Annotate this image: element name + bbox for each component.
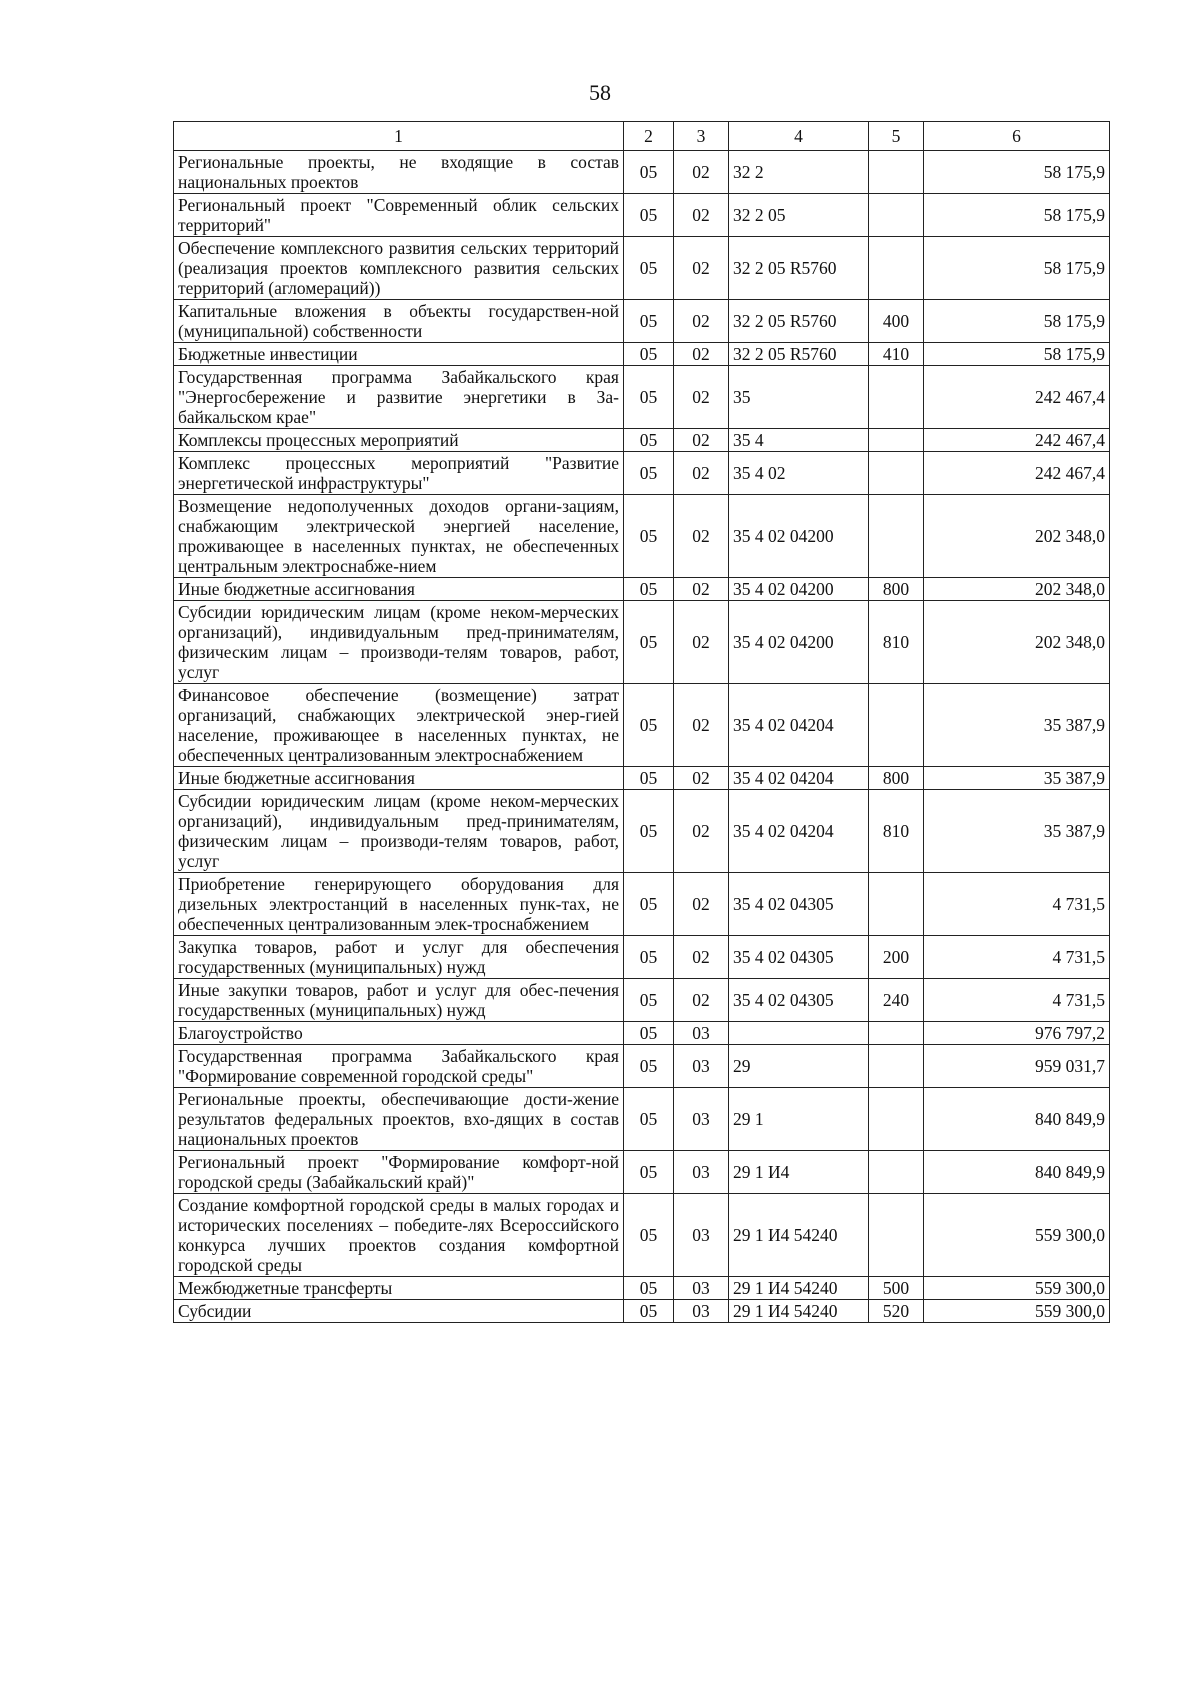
- amount: 35 387,9: [924, 767, 1110, 790]
- table-row: [174, 1088, 1110, 1151]
- section-code: 05: [624, 1194, 674, 1277]
- amount: 58 175,9: [924, 237, 1110, 300]
- row-name: Комплекс процессных мероприятий "Развитие энергетической инфраструктуры": [174, 452, 624, 495]
- expense-type-code: 800: [869, 578, 924, 601]
- target-article-code: 35 4 02 04204: [729, 684, 869, 767]
- table-row: [174, 1151, 1110, 1194]
- section-code: 05: [624, 979, 674, 1022]
- expense-type-code: [869, 429, 924, 452]
- target-article-code: 35: [729, 366, 869, 429]
- page-number: 58: [589, 80, 611, 105]
- column-header: 2: [624, 122, 674, 151]
- section-code: 05: [624, 194, 674, 237]
- subsection-code: 02: [674, 767, 729, 790]
- expense-type-code: [869, 452, 924, 495]
- section-code: 05: [624, 343, 674, 366]
- table-row: [174, 1194, 1110, 1277]
- target-article-code: 35 4 02 04305: [729, 936, 869, 979]
- subsection-code: 02: [674, 343, 729, 366]
- target-article-code: 35 4 02 04200: [729, 495, 869, 578]
- table-row: [174, 151, 1110, 194]
- section-code: 05: [624, 601, 674, 684]
- expense-type-code: [869, 237, 924, 300]
- amount: 58 175,9: [924, 343, 1110, 366]
- row-name: Субсидии: [174, 1300, 624, 1323]
- amount: 202 348,0: [924, 601, 1110, 684]
- subsection-code: 03: [674, 1151, 729, 1194]
- amount: 242 467,4: [924, 452, 1110, 495]
- expense-type-code: 400: [869, 300, 924, 343]
- table-row: [174, 979, 1110, 1022]
- amount: 35 387,9: [924, 684, 1110, 767]
- section-code: 05: [624, 1045, 674, 1088]
- subsection-code: 02: [674, 979, 729, 1022]
- expense-type-code: [869, 1088, 924, 1151]
- column-header: 6: [924, 122, 1110, 151]
- target-article-code: 29 1 И4 54240: [729, 1300, 869, 1323]
- section-code: 05: [624, 237, 674, 300]
- amount: 242 467,4: [924, 429, 1110, 452]
- row-name: Региональный проект "Формирование комфорт-ной городской среды (Забайкальский край)": [174, 1151, 624, 1194]
- amount: 840 849,9: [924, 1088, 1110, 1151]
- column-header: 5: [869, 122, 924, 151]
- amount: 35 387,9: [924, 790, 1110, 873]
- amount: 58 175,9: [924, 300, 1110, 343]
- row-name: Субсидии юридическим лицам (кроме неком-мерческих организаций), индивидуальным пред-принимателям, физическим лицам – производи-телям товаров, работ, услуг: [174, 790, 624, 873]
- target-article-code: [729, 1022, 869, 1045]
- expense-type-code: [869, 366, 924, 429]
- row-name: Создание комфортной городской среды в малых городах и исторических поселениях – победите-лях Всероссийского конкурса лучших проектов создания комфортной городской среды: [174, 1194, 624, 1277]
- amount: 559 300,0: [924, 1277, 1110, 1300]
- expense-type-code: 200: [869, 936, 924, 979]
- expense-type-code: [869, 684, 924, 767]
- subsection-code: 03: [674, 1022, 729, 1045]
- subsection-code: 02: [674, 151, 729, 194]
- amount: 202 348,0: [924, 495, 1110, 578]
- target-article-code: 29 1 И4 54240: [729, 1277, 869, 1300]
- subsection-code: 02: [674, 873, 729, 936]
- row-name: Благоустройство: [174, 1022, 624, 1045]
- amount: 559 300,0: [924, 1300, 1110, 1323]
- budget-table: [173, 121, 1110, 1323]
- target-article-code: 35 4 02 04200: [729, 601, 869, 684]
- amount: 58 175,9: [924, 151, 1110, 194]
- target-article-code: 32 2 05 R5760: [729, 300, 869, 343]
- row-name: Иные бюджетные ассигнования: [174, 578, 624, 601]
- subsection-code: 02: [674, 429, 729, 452]
- section-code: 05: [624, 578, 674, 601]
- row-name: Иные бюджетные ассигнования: [174, 767, 624, 790]
- table-row: [174, 767, 1110, 790]
- row-name: Региональный проект "Современный облик сельских территорий": [174, 194, 624, 237]
- row-name: Приобретение генерирующего оборудования для дизельных электростанций в населенных пунк-тах, не обеспеченных централизованным элек-троснабжением: [174, 873, 624, 936]
- subsection-code: 02: [674, 495, 729, 578]
- subsection-code: 02: [674, 452, 729, 495]
- subsection-code: 02: [674, 300, 729, 343]
- table-row: [174, 366, 1110, 429]
- table-body: [174, 151, 1110, 1323]
- subsection-code: 03: [674, 1088, 729, 1151]
- row-name: Обеспечение комплексного развития сельских территорий (реализация проектов комплексного развития сельских территорий (агломераций)): [174, 237, 624, 300]
- subsection-code: 03: [674, 1277, 729, 1300]
- table-row: [174, 873, 1110, 936]
- section-code: 05: [624, 790, 674, 873]
- subsection-code: 02: [674, 684, 729, 767]
- row-name: Иные закупки товаров, работ и услуг для обес-печения государственных (муниципальных) нужд: [174, 979, 624, 1022]
- row-name: Субсидии юридическим лицам (кроме неком-мерческих организаций), индивидуальным пред-принимателям, физическим лицам – производи-телям товаров, работ, услуг: [174, 601, 624, 684]
- target-article-code: 32 2: [729, 151, 869, 194]
- expense-type-code: 800: [869, 767, 924, 790]
- table-row: [174, 495, 1110, 578]
- amount: 559 300,0: [924, 1194, 1110, 1277]
- target-article-code: 29 1 И4: [729, 1151, 869, 1194]
- section-code: 05: [624, 1151, 674, 1194]
- expense-type-code: [869, 495, 924, 578]
- row-name: Финансовое обеспечение (возмещение) затрат организаций, снабжающих электрической энер-гией население, проживающее в населенных пунктах, не обеспеченных централизованным электроснабжением: [174, 684, 624, 767]
- row-name: Закупка товаров, работ и услуг для обеспечения государственных (муниципальных) нужд: [174, 936, 624, 979]
- expense-type-code: [869, 1022, 924, 1045]
- section-code: 05: [624, 873, 674, 936]
- expense-type-code: 810: [869, 601, 924, 684]
- subsection-code: 03: [674, 1045, 729, 1088]
- subsection-code: 02: [674, 366, 729, 429]
- section-code: 05: [624, 684, 674, 767]
- section-code: 05: [624, 151, 674, 194]
- row-name: Капитальные вложения в объекты государствен-ной (муниципальной) собственности: [174, 300, 624, 343]
- expense-type-code: [869, 873, 924, 936]
- row-name: Региональные проекты, не входящие в состав национальных проектов: [174, 151, 624, 194]
- expense-type-code: [869, 1194, 924, 1277]
- expense-type-code: 500: [869, 1277, 924, 1300]
- expense-type-code: 810: [869, 790, 924, 873]
- amount: 58 175,9: [924, 194, 1110, 237]
- table-row: [174, 1300, 1110, 1323]
- row-name: Государственная программа Забайкальского края "Энергосбережение и развитие энергетики в За-байкальском крае": [174, 366, 624, 429]
- target-article-code: 35 4 02 04305: [729, 873, 869, 936]
- amount: 4 731,5: [924, 873, 1110, 936]
- row-name: Региональные проекты, обеспечивающие дости-жение результатов федеральных проектов, вхо-дящих в состав национальных проектов: [174, 1088, 624, 1151]
- amount: 976 797,2: [924, 1022, 1110, 1045]
- amount: 4 731,5: [924, 936, 1110, 979]
- row-name: Возмещение недополученных доходов органи-зациям, снабжающим электрической энергией население, проживающее в населенных пунктах, не обеспеченных центральным электроснабже-нием: [174, 495, 624, 578]
- section-code: 05: [624, 495, 674, 578]
- target-article-code: 32 2 05 R5760: [729, 237, 869, 300]
- table-row: [174, 601, 1110, 684]
- section-code: 05: [624, 429, 674, 452]
- table-row: [174, 790, 1110, 873]
- subsection-code: 03: [674, 1300, 729, 1323]
- subsection-code: 02: [674, 936, 729, 979]
- expense-type-code: [869, 1151, 924, 1194]
- amount: 4 731,5: [924, 979, 1110, 1022]
- table-row: [174, 343, 1110, 366]
- section-code: 05: [624, 767, 674, 790]
- subsection-code: 02: [674, 601, 729, 684]
- section-code: 05: [624, 1088, 674, 1151]
- table-row: [174, 429, 1110, 452]
- section-code: 05: [624, 1022, 674, 1045]
- table-row: [174, 578, 1110, 601]
- expense-type-code: [869, 194, 924, 237]
- target-article-code: 35 4 02 04204: [729, 790, 869, 873]
- target-article-code: 35 4 02 04305: [729, 979, 869, 1022]
- target-article-code: 32 2 05 R5760: [729, 343, 869, 366]
- target-article-code: 35 4 02: [729, 452, 869, 495]
- row-name: Бюджетные инвестиции: [174, 343, 624, 366]
- section-code: 05: [624, 936, 674, 979]
- target-article-code: 35 4 02 04204: [729, 767, 869, 790]
- subsection-code: 02: [674, 237, 729, 300]
- expense-type-code: 410: [869, 343, 924, 366]
- subsection-code: 02: [674, 194, 729, 237]
- row-name: Комплексы процессных мероприятий: [174, 429, 624, 452]
- section-code: 05: [624, 452, 674, 495]
- amount: 840 849,9: [924, 1151, 1110, 1194]
- row-name: Межбюджетные трансферты: [174, 1277, 624, 1300]
- table-row: [174, 300, 1110, 343]
- table-row: [174, 1045, 1110, 1088]
- table-row: [174, 1022, 1110, 1045]
- target-article-code: 32 2 05: [729, 194, 869, 237]
- amount: 959 031,7: [924, 1045, 1110, 1088]
- table-row: [174, 237, 1110, 300]
- expense-type-code: 520: [869, 1300, 924, 1323]
- row-name: Государственная программа Забайкальского края "Формирование современной городской среды": [174, 1045, 624, 1088]
- column-header: 3: [674, 122, 729, 151]
- target-article-code: 35 4: [729, 429, 869, 452]
- section-code: 05: [624, 1300, 674, 1323]
- subsection-code: 02: [674, 578, 729, 601]
- expense-type-code: [869, 1045, 924, 1088]
- subsection-code: 03: [674, 1194, 729, 1277]
- table-row: [174, 936, 1110, 979]
- column-header: 1: [174, 122, 624, 151]
- table-row: [174, 1277, 1110, 1300]
- expense-type-code: 240: [869, 979, 924, 1022]
- amount: 202 348,0: [924, 578, 1110, 601]
- target-article-code: 29 1 И4 54240: [729, 1194, 869, 1277]
- column-header: 4: [729, 122, 869, 151]
- expense-type-code: [869, 151, 924, 194]
- section-code: 05: [624, 1277, 674, 1300]
- header-row: [174, 122, 1110, 151]
- table-row: [174, 194, 1110, 237]
- section-code: 05: [624, 366, 674, 429]
- target-article-code: 29 1: [729, 1088, 869, 1151]
- target-article-code: 29: [729, 1045, 869, 1088]
- target-article-code: 35 4 02 04200: [729, 578, 869, 601]
- subsection-code: 02: [674, 790, 729, 873]
- amount: 242 467,4: [924, 366, 1110, 429]
- table-row: [174, 684, 1110, 767]
- section-code: 05: [624, 300, 674, 343]
- table-row: [174, 452, 1110, 495]
